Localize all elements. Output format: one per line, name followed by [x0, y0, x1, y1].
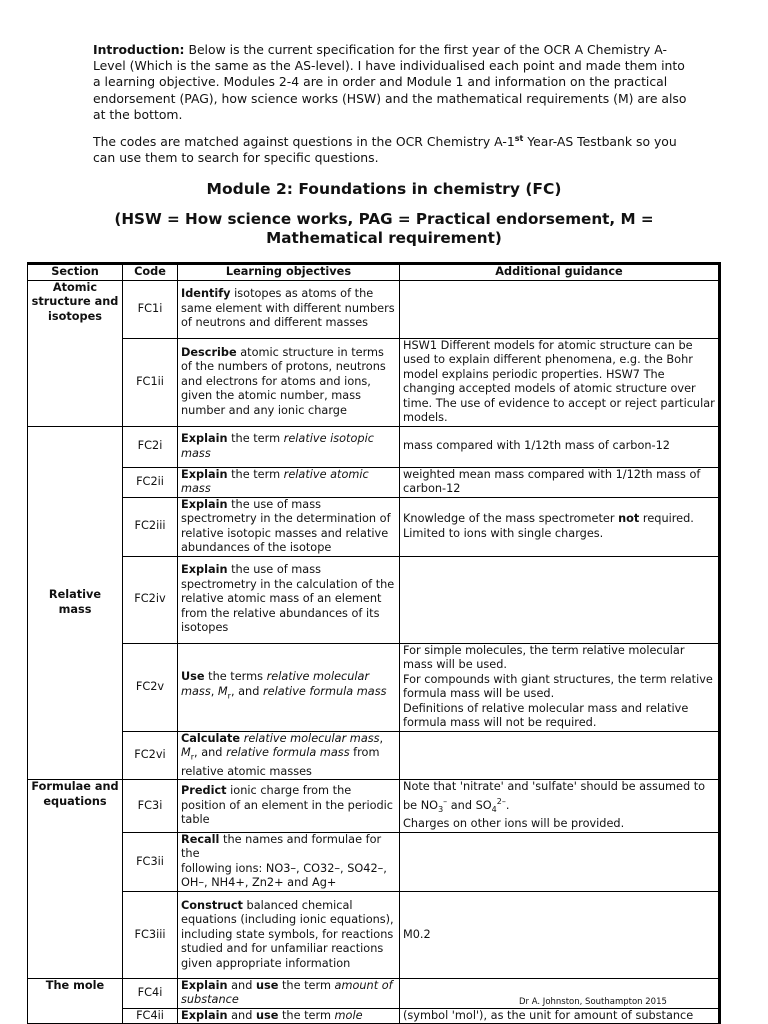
command-word: Explain — [181, 432, 228, 445]
guidance-cell — [400, 643, 720, 731]
superscript: – — [443, 796, 448, 806]
intro-text-2a: The codes are matched against questions in the OCR Chemistry A-1 — [93, 134, 515, 150]
objective-text: , — [210, 684, 218, 698]
objective-text: the term — [278, 978, 335, 992]
section-relative-mass: Relative mass — [28, 426, 123, 780]
command-word: Identify — [181, 287, 231, 301]
subscript: 4 — [491, 804, 497, 814]
code-cell: FC2ii — [123, 467, 178, 497]
objective-text: the term — [227, 467, 284, 481]
guidance-text: Knowledge of the mass spectrometer — [403, 512, 619, 525]
command-word: use — [255, 978, 279, 992]
guidance-text: required. Limited to ions with single charges. — [403, 512, 694, 540]
command-word: Use — [181, 670, 205, 684]
objective-text: the terms — [204, 670, 267, 684]
objective-text: from relative atomic masses — [181, 746, 380, 778]
command-word: Recall — [181, 832, 220, 846]
table-row — [28, 643, 720, 731]
header-section: Section — [28, 264, 123, 281]
guidance-cell: mass compared with 1/12th mass of carbon-12 — [400, 426, 720, 467]
intro-sup: st — [514, 134, 524, 144]
module-title: Module 2: Foundations in chemistry (FC) — [206, 180, 562, 198]
guidance-cell: M0.2 — [400, 891, 720, 978]
superscript: 2– — [496, 796, 506, 806]
objective-text: isotopes — [181, 621, 229, 635]
intro-label: Introduction: — [93, 42, 185, 57]
objective-cell — [178, 832, 400, 891]
command-word: Explain — [181, 467, 228, 481]
objective-text: atomic structure in terms of the numbers of protons, neutrons and electrons for atoms and ions, given the atomic number, mass number and any ionic charge — [181, 345, 386, 417]
code-cell: FC1i — [123, 280, 178, 338]
guidance-line: Definitions of relative molecular mass and relative formula mass will not be required. — [403, 701, 689, 729]
table-row — [28, 731, 720, 780]
table-row — [28, 891, 720, 978]
objective-text: , — [379, 731, 384, 745]
command-word: Calculate — [181, 731, 241, 745]
subscript: 3 — [438, 804, 444, 814]
objective-cell — [178, 426, 400, 467]
objective-term: relative molecular mass — [243, 731, 380, 745]
guidance-cell: HSW1 Different models for atomic structure can be used to explain different phenomena, e.g. the Bohr model explains periodic properties. HSW7 The changing accepted models of atomic structure over time. The use of evidence to accept or reject particular models. — [400, 338, 720, 426]
guidance-emphasis: not — [618, 512, 640, 525]
guidance-text: . — [505, 798, 510, 812]
header-code: Code — [123, 264, 178, 281]
guidance-cell — [400, 832, 720, 891]
table-row — [28, 556, 720, 643]
objective-text: the use of mass spectrometry in the determination of relative isotopic masses and relative abundances of the isotope — [181, 497, 391, 554]
table-header-row — [28, 264, 720, 281]
guidance-cell — [400, 780, 720, 833]
objective-text: , and — [194, 746, 227, 759]
guidance-cell — [400, 556, 720, 643]
guidance-text: Note that 'nitrate' and 'sulfate' should be assumed to be NO — [403, 780, 706, 812]
table-row — [28, 780, 720, 833]
objective-cell — [178, 467, 400, 497]
guidance-cell: (symbol 'mol'), as the unit for amount of substance — [400, 1008, 720, 1024]
subscript: r — [190, 752, 195, 762]
abbreviation-note: (HSW = How science works, PAG = Practical endorsement, M = Mathematical requirement) — [114, 210, 654, 247]
command-word: Explain — [181, 1008, 228, 1022]
table-row — [28, 426, 720, 467]
section-atomic: Atomic structure and isotopes — [28, 280, 123, 426]
code-cell: FC1ii — [123, 338, 178, 426]
command-word: Explain — [181, 563, 228, 577]
subscript: r — [227, 691, 231, 701]
objective-term: relative formula mass — [226, 746, 350, 759]
section-formulae: Formulae and equations — [28, 780, 123, 979]
command-word: Predict — [181, 784, 227, 798]
code-cell: FC2iii — [123, 497, 178, 556]
table-row — [28, 832, 720, 891]
objective-term: relative formula mass — [262, 684, 387, 698]
code-cell: FC3iii — [123, 891, 178, 978]
objective-text: following ions: — [181, 861, 266, 875]
guidance-text: Charges on other ions will be provided. — [403, 817, 625, 831]
code-cell: FC2i — [123, 426, 178, 467]
objective-cell — [178, 643, 400, 731]
guidance-line: For simple molecules, the term relative molecular mass will be used. — [403, 643, 685, 671]
guidance-cell — [400, 497, 720, 556]
command-word: Construct — [181, 898, 243, 912]
command-word: Describe — [181, 345, 237, 359]
objective-term: relative atomic mass — [181, 467, 369, 495]
guidance-cell — [400, 731, 720, 780]
objective-cell — [178, 280, 400, 338]
objective-text: , and — [230, 684, 263, 698]
objective-cell — [178, 1008, 400, 1024]
guidance-cell — [400, 280, 720, 338]
header-objectives: Learning objectives — [178, 264, 400, 281]
objective-text: the names and formulae for the — [181, 832, 382, 861]
objective-text: the use of mass spectrometry in the calculation of the relative atomic mass of an element from the relative abundances of its — [181, 563, 395, 620]
guidance-text: and SO — [447, 798, 492, 812]
intro-paragraph-1 — [93, 42, 693, 123]
objective-cell — [178, 978, 400, 1008]
objective-text: and — [227, 978, 256, 992]
guidance-line: For compounds with giant structures, the term relative formula mass will be used. — [403, 672, 713, 700]
table-row — [28, 467, 720, 497]
ion-list: NO3–, CO32–, SO42–, OH–, NH4+, Zn2+ and Ag+ — [181, 861, 387, 890]
code-cell: FC3ii — [123, 832, 178, 891]
command-word: Explain — [181, 978, 228, 992]
header-guidance: Additional guidance — [400, 264, 720, 281]
table-row — [28, 497, 720, 556]
specification-table — [27, 262, 721, 1024]
objective-cell — [178, 780, 400, 833]
code-cell: FC3i — [123, 780, 178, 833]
guidance-cell: weighted mean mass compared with 1/12th mass of carbon-12 — [400, 467, 720, 497]
objective-cell — [178, 497, 400, 556]
objective-text: the term — [227, 432, 284, 445]
command-word: use — [255, 1008, 279, 1022]
objective-term: amount of substance — [181, 978, 393, 1007]
code-cell: FC2v — [123, 643, 178, 731]
code-cell: FC4ii — [123, 1008, 178, 1024]
command-word: Explain — [181, 497, 228, 511]
objective-term: M — [217, 684, 228, 698]
code-cell: FC4i — [123, 978, 178, 1008]
objective-text: and — [227, 1008, 256, 1022]
footer-credit: Dr A. Johnston, Southampton 2015 — [519, 997, 667, 1007]
objective-term: mole — [334, 1008, 363, 1022]
objective-term: relative molecular mass — [181, 670, 370, 698]
objective-cell — [178, 556, 400, 643]
table-row — [28, 1008, 720, 1024]
intro-paragraph-2 — [93, 131, 693, 167]
objective-term: M — [181, 746, 191, 759]
section-mole: The mole — [28, 978, 123, 1024]
table-row — [28, 338, 720, 426]
objective-text: the term — [278, 1008, 335, 1022]
objective-term: relative isotopic mass — [181, 432, 374, 460]
table-row — [28, 280, 720, 338]
objective-text: ionic charge from the position of an element in the periodic table — [181, 784, 394, 827]
objective-cell — [178, 338, 400, 426]
intro-text-1: Below is the current specification for the first year of the OCR A Chemistry A-Level (Which is the same as the AS-level). I have individualised each point and made them into a learning objective. Modules 2-4 are in order and Module 1 and information on the practical endorsement (PAG), how science works (HSW) and the mathematical requirements (M) are also at the bottom. — [93, 42, 687, 122]
objective-cell — [178, 731, 400, 780]
objective-text: balanced chemical equations (including ionic equations), including state symbols, for reactions studied and for unfamiliar reactions given appropriate information — [181, 898, 394, 970]
code-cell: FC2iv — [123, 556, 178, 643]
intro-text-2b: Year-AS Testbank so you can use them to search for specific questions. — [93, 134, 677, 166]
objective-text: isotopes as atoms of the same element with different numbers of neutrons and different masses — [181, 287, 395, 330]
introduction — [93, 42, 693, 175]
code-cell: FC2vi — [123, 731, 178, 780]
objective-cell — [178, 891, 400, 978]
